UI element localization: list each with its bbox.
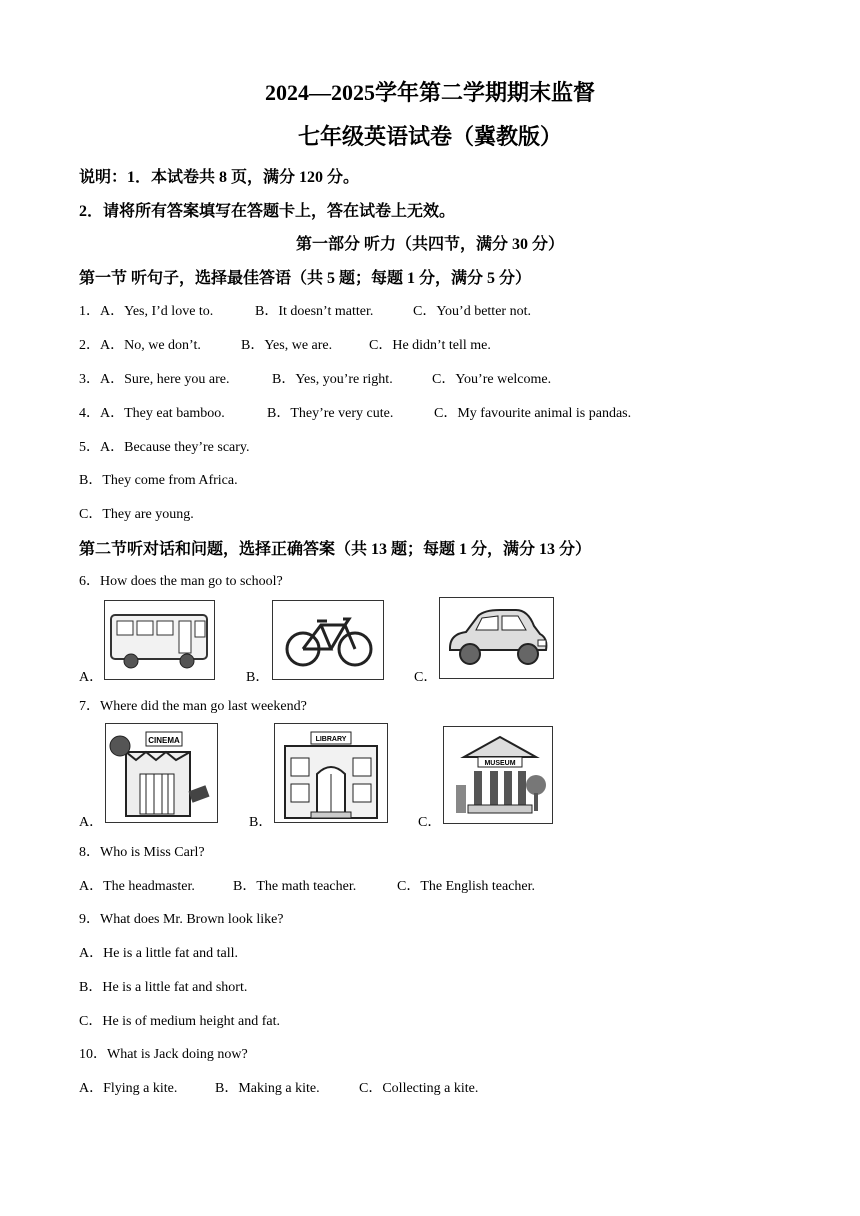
question-4	[79, 402, 631, 422]
museum-sign: MUSEUM	[484, 760, 516, 767]
q9-option-c: C．He is of medium height and fat.	[79, 1014, 281, 1029]
q6-option-b: B．	[246, 670, 270, 685]
q8-option-a: A．The headmaster.	[79, 879, 195, 894]
q8-stem: 8．Who is Miss Carl?	[79, 845, 205, 860]
cinema-image	[105, 723, 218, 823]
museum-image	[443, 726, 553, 824]
q2-option-a: 2．A．No, we don’t.	[79, 338, 201, 353]
q7-option-a: A．	[79, 815, 104, 830]
question-8-options	[79, 875, 535, 895]
q7-option-c: C．	[418, 815, 442, 830]
section-one-title: 第一节 听句子，选择最佳答语（共 5 题；每题 1 分，满分 5 分）	[79, 270, 532, 287]
q4-option-a: 4．A．They eat bamboo.	[79, 406, 225, 421]
question-1	[79, 300, 531, 320]
q8-option-b: B．The math teacher.	[233, 879, 357, 894]
museum-icon	[444, 727, 552, 823]
q9-option-a: A．He is a little fat and tall.	[79, 946, 239, 961]
part-one-title: 第一部分 听力（共四节，满分 30 分）	[295, 236, 564, 253]
instructions-note-2: 2．请将所有答案填写在答题卡上，答在试卷上无效。	[79, 203, 456, 220]
q7-stem: 7．Where did the man go last weekend?	[79, 699, 307, 714]
cinema-icon	[106, 724, 217, 822]
library-image	[274, 723, 388, 823]
question-3	[79, 368, 551, 388]
q2-option-c: C．He didn’t tell me.	[369, 338, 491, 353]
q2-option-b: B．Yes, we are.	[241, 338, 333, 353]
q5-option-a: 5．A．Because they’re scary.	[79, 440, 250, 455]
q10-option-b: B．Making a kite.	[215, 1081, 320, 1096]
q3-option-c: C．You’re welcome.	[432, 372, 552, 387]
question-10-options	[79, 1077, 478, 1097]
q10-option-c: C．Collecting a kite.	[359, 1081, 479, 1096]
bus-image	[104, 600, 215, 680]
library-icon	[275, 724, 387, 822]
section-two-title: 第二节听对话和问题，选择正确答案（共 13 题；每题 1 分，满分 13 分）	[79, 541, 592, 558]
q9-stem: 9．What does Mr. Brown look like?	[79, 912, 284, 927]
q10-option-a: A．Flying a kite.	[79, 1081, 178, 1096]
q1-option-b: B．It doesn’t matter.	[255, 304, 374, 319]
q4-option-b: B．They’re very cute.	[267, 406, 394, 421]
q7-option-b: B．	[249, 815, 273, 830]
car-image	[439, 597, 554, 679]
q6-option-c: C．	[414, 670, 438, 685]
q1-option-c: C．You’d better not.	[413, 304, 531, 319]
bicycle-image	[272, 600, 384, 680]
library-sign: LIBRARY	[315, 736, 347, 743]
q1-option-a: 1．A．Yes, I’d love to.	[79, 304, 214, 319]
q3-option-a: 3．A．Sure, here you are.	[79, 372, 230, 387]
question-2	[79, 334, 491, 354]
exam-subtitle: 七年级英语试卷（冀教版）	[297, 124, 562, 149]
q10-stem: 10．What is Jack doing now?	[79, 1047, 248, 1062]
q5-option-c: C．They are young.	[79, 507, 194, 522]
q6-option-a: A．	[79, 670, 104, 685]
q8-option-c: C．The English teacher.	[397, 879, 536, 894]
q9-option-b: B．He is a little fat and short.	[79, 980, 248, 995]
q6-stem: 6．How does the man go to school?	[79, 574, 283, 589]
bus-icon	[105, 601, 214, 679]
car-icon	[440, 598, 553, 678]
q5-option-b: B．They come from Africa.	[79, 473, 238, 488]
cinema-sign: CINEMA	[148, 736, 180, 745]
q4-option-c: C．My favourite animal is pandas.	[434, 406, 632, 421]
bicycle-icon	[273, 601, 383, 679]
q3-option-b: B．Yes, you’re right.	[272, 372, 393, 387]
instructions-note-1: 说明：1．本试卷共 8 页，满分 120 分。	[79, 169, 360, 186]
exam-title: 2024—2025学年第二学期期末监督	[264, 80, 595, 105]
